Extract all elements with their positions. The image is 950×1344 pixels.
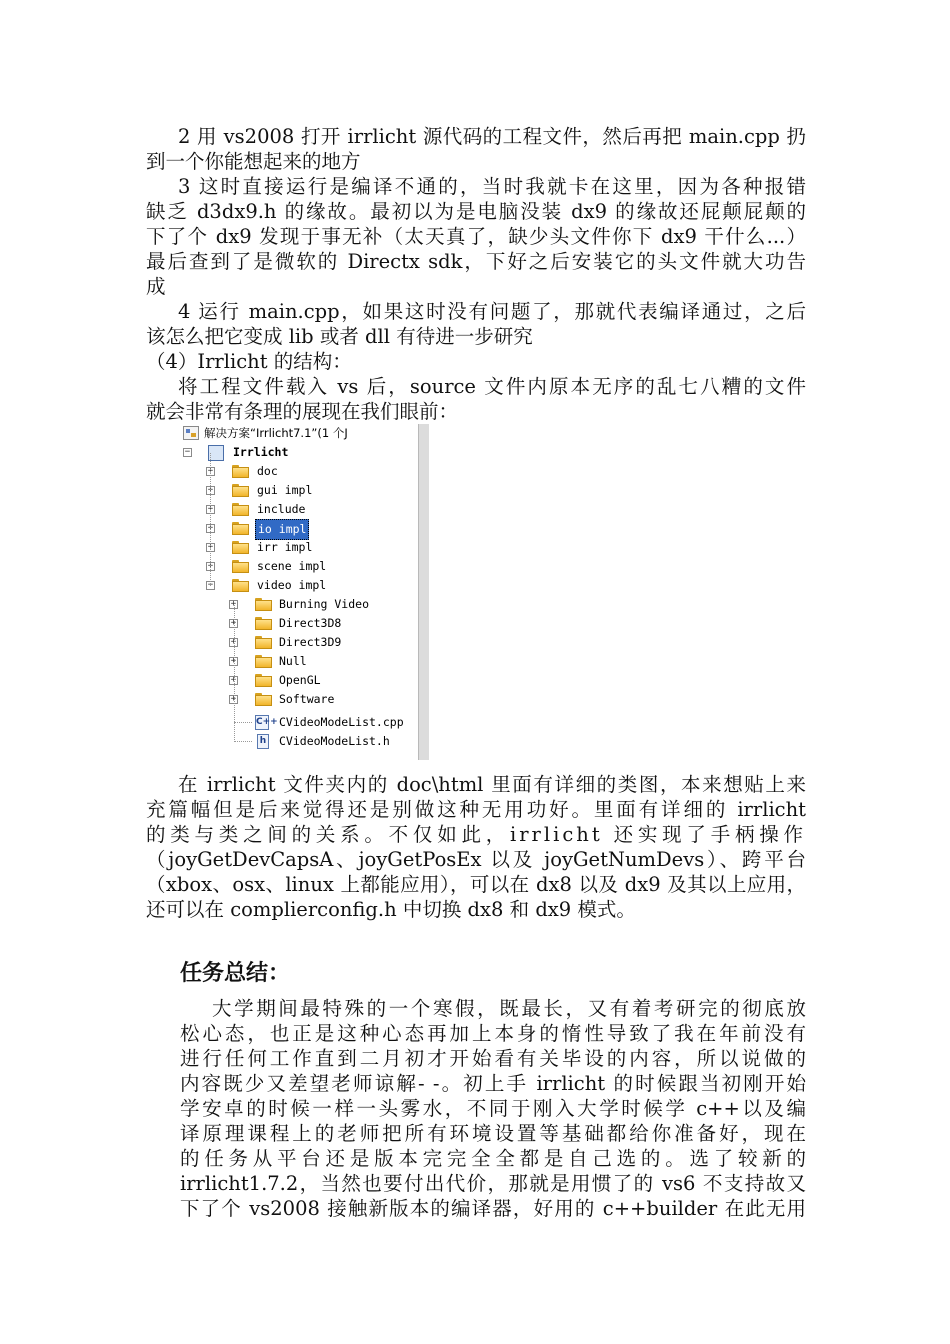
vertical-scrollbar[interactable]: [418, 424, 429, 760]
summary-heading: 任务总结：: [180, 961, 291, 986]
collapse-icon[interactable]: −: [184, 447, 191, 457]
tree-project-row[interactable]: [179, 443, 419, 462]
folder-label: include: [257, 502, 306, 516]
folder-label: video impl: [257, 578, 327, 592]
folder-icon: [255, 617, 272, 630]
folder-label: Direct3D9: [279, 635, 342, 649]
tree-folder-row[interactable]: [179, 462, 419, 481]
solution-icon: [183, 426, 199, 440]
tree-subfolder-row[interactable]: [179, 690, 419, 709]
folder-icon: [232, 465, 249, 478]
folder-label-selected: io impl: [255, 519, 309, 540]
tree-connector: [234, 605, 235, 742]
folder-label: gui impl: [257, 483, 313, 497]
tree-folder-row[interactable]: [179, 500, 419, 519]
tree-connector: [234, 741, 252, 742]
text-line: 充篇幅但是后来觉得还是别做这种无用功好。里面有详细的 irrlicht: [146, 798, 806, 821]
text-line: 下了个 dx9 发现于事无补（太天真了，缺少头文件你下 dx9 干什么...）: [146, 225, 806, 248]
tree-subfolder-row[interactable]: [179, 595, 419, 614]
expand-icon[interactable]: +: [230, 637, 237, 647]
tree-folder-row-expanded[interactable]: [179, 576, 419, 595]
folder-icon: [255, 655, 272, 668]
text-line: irrlicht1.7.2，当然也要付出代价，那就是用惯了的 vs6 不支持故又: [180, 1172, 806, 1195]
file-label: CVideoModeList.cpp: [279, 715, 404, 729]
folder-label: OpenGL: [279, 673, 321, 687]
summary-paragraph: [180, 996, 806, 1221]
folder-label: Burning Video: [279, 597, 370, 611]
folder-icon: [232, 522, 249, 535]
text-line: 最后查到了是微软的 Directx sdk，下好之后安装它的头文件就大功告: [146, 250, 806, 273]
paragraph-step2: [146, 124, 806, 174]
tree-subfolder-row[interactable]: [179, 671, 419, 690]
tree-folder-row[interactable]: [179, 481, 419, 500]
folder-icon: [232, 560, 249, 573]
solution-label: 解决方案“Irrlicht7.1”(1 个J: [204, 426, 348, 440]
text-line: （joyGetDevCapsA、joyGetPosEx 以及 joyGetNumDevs）、跨平台: [146, 848, 806, 871]
expand-icon[interactable]: +: [230, 656, 237, 666]
paragraph-structure-intro: [146, 374, 806, 424]
text-line: 进行任何工作直到二月初才开始看有关毕设的内容，所以说做的: [180, 1047, 806, 1070]
folder-label: Null: [279, 654, 307, 668]
paragraph-step4: [146, 299, 806, 349]
text-line: 3 这时直接运行是编译不通的，当时我就卡在这里，因为各种报错: [178, 175, 806, 198]
expand-icon[interactable]: +: [207, 504, 214, 514]
text-line: 学安卓的时候一样一头雾水，不同于刚入大学时候学 c++以及编: [180, 1097, 806, 1120]
text-line: 还可以在 complierconfig.h 中切换 dx8 和 dx9 模式。: [146, 898, 636, 921]
folder-icon: [232, 484, 249, 497]
header-file-icon: h: [257, 734, 269, 749]
open-folder-icon: [232, 579, 249, 592]
folder-icon: [255, 598, 272, 611]
text-line: 下了个 vs2008 接触新版本的编译器，好用的 c++builder 在此无用: [180, 1197, 806, 1220]
text-line: 大学期间最特殊的一个寒假，既最长，又有着考研完的彻底放: [212, 997, 806, 1020]
text-line: 的任务从平台还是版本完完全全都是自己选的。选了较新的: [180, 1147, 806, 1170]
tree-subfolder-row[interactable]: [179, 614, 419, 633]
expand-icon[interactable]: +: [207, 542, 214, 552]
text-line: 就会非常有条理的展现在我们眼前：: [146, 400, 459, 423]
text-line: 2 用 vs2008 打开 irrlicht 源代码的工程文件，然后再把 main.cpp 扔: [178, 125, 806, 148]
file-label: CVideoModeList.h: [279, 734, 390, 748]
folder-label: irr impl: [257, 540, 313, 554]
expand-icon[interactable]: +: [207, 466, 214, 476]
text-line: 成: [146, 275, 166, 298]
tree-solution-row[interactable]: [179, 424, 419, 443]
tree-folder-row[interactable]: [179, 538, 419, 557]
expand-icon[interactable]: +: [230, 599, 237, 609]
text-line: 内容既少又差望老师谅解- -。初上手 irrlicht 的时候跟当初刚开始: [180, 1072, 806, 1095]
tree-folder-row-selected[interactable]: [179, 519, 419, 538]
text-line: 译原理课程上的老师把所有环境设置等基础都给你准备好，现在: [180, 1122, 806, 1145]
tree-connector: [234, 722, 252, 723]
text-line: 的类与类之间的关系。不仅如此，irrlicht 还实现了手柄操作: [146, 823, 806, 846]
text-line: 松心态，也正是这种心态再加上本身的惰性导致了我在年前没有: [180, 1022, 806, 1045]
expand-icon[interactable]: +: [207, 561, 214, 571]
folder-icon: [255, 693, 272, 706]
solution-explorer-tree: [179, 424, 429, 760]
tree-connector: [210, 453, 211, 586]
text-line: （xbox、osx、linux 上都能应用），可以在 dx8 以及 dx9 及其以上应用，: [146, 873, 806, 896]
folder-icon: [232, 503, 249, 516]
expand-icon[interactable]: +: [230, 618, 237, 628]
tree-subfolder-row[interactable]: [179, 652, 419, 671]
expand-icon[interactable]: +: [230, 675, 237, 685]
cpp-file-icon: C++: [255, 715, 269, 730]
folder-icon: [255, 674, 272, 687]
paragraph-doc-notes: [146, 772, 806, 922]
section-title-text: （4）Irrlicht 的结构：: [146, 350, 352, 373]
section-title: [146, 349, 806, 374]
tree-subfolder-row[interactable]: [179, 633, 419, 652]
text-line: 在 irrlicht 文件夹内的 doc\html 里面有详细的类图，本来想贴上来: [178, 773, 806, 796]
paragraph-step3: [146, 174, 806, 299]
text-line: 缺乏 d3dx9.h 的缘故。最初以为是电脑没装 dx9 的缘故还屁颠屁颠的: [146, 200, 806, 223]
expand-icon[interactable]: +: [207, 523, 214, 533]
text-line: 将工程文件载入 vs 后，source 文件内原本无序的乱七八糟的文件: [178, 375, 806, 398]
collapse-icon[interactable]: −: [207, 580, 214, 590]
folder-label: doc: [257, 464, 278, 478]
project-label: Irrlicht: [233, 445, 289, 459]
tree-file-row[interactable]: [179, 732, 419, 751]
folder-label: scene impl: [257, 559, 327, 573]
tree-folder-row[interactable]: [179, 557, 419, 576]
folder-icon: [255, 636, 272, 649]
tree-file-row[interactable]: [179, 713, 419, 732]
folder-icon: [232, 541, 249, 554]
folder-label: Direct3D8: [279, 616, 342, 630]
expand-icon[interactable]: +: [230, 694, 237, 704]
text-line: 4 运行 main.cpp，如果这时没有问题了，那就代表编译通过，之后: [178, 300, 806, 323]
text-line: 到一个你能想起来的地方: [146, 150, 361, 173]
expand-icon[interactable]: +: [207, 485, 214, 495]
folder-label: Software: [279, 692, 335, 706]
text-line: 该怎么把它变成 lib 或者 dll 有待进一步研究: [146, 325, 533, 348]
